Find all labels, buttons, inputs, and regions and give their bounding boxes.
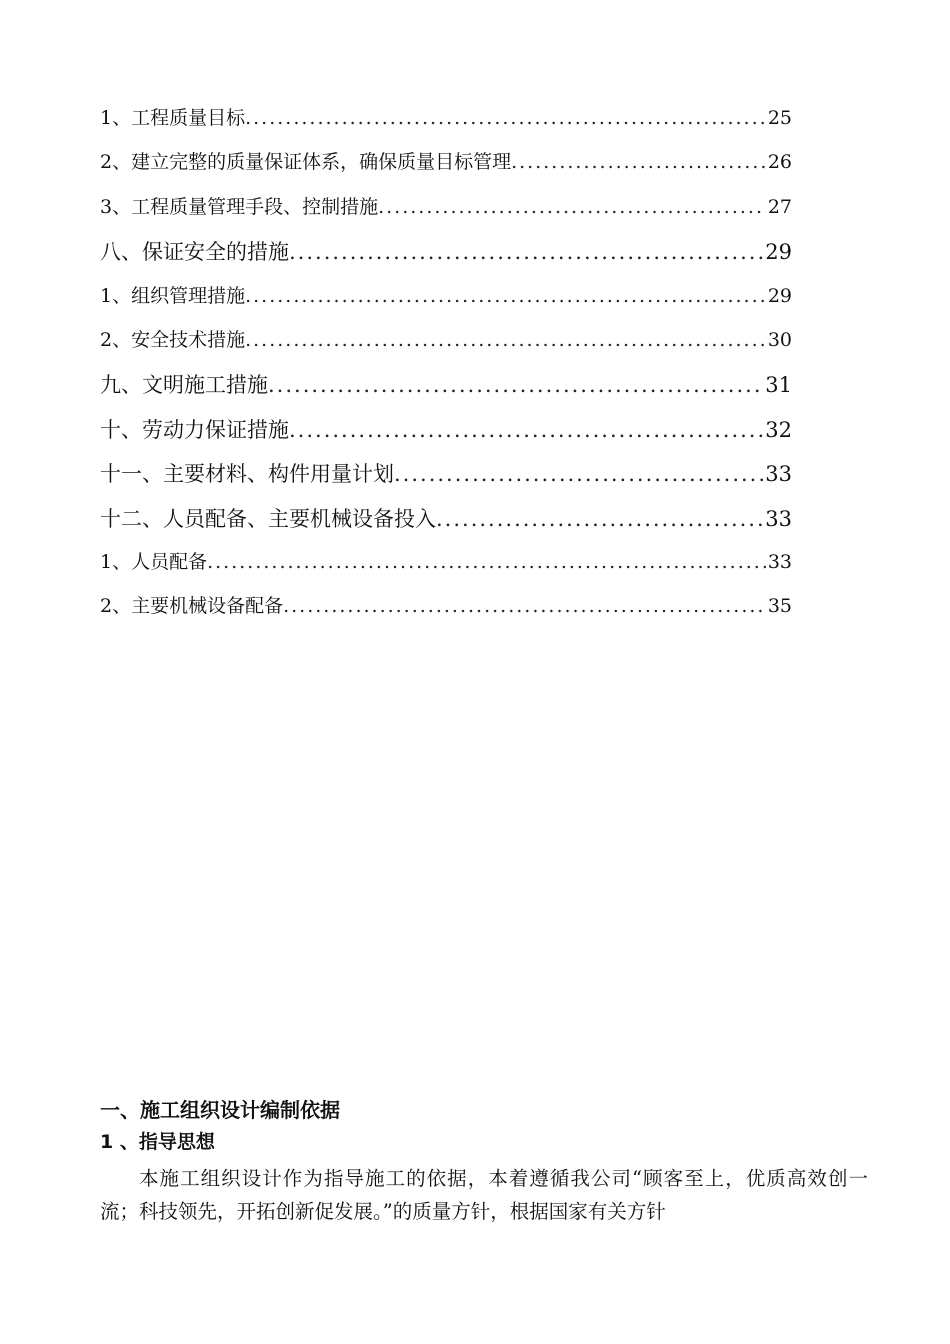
toc-entry[interactable] xyxy=(100,103,792,147)
toc-entry-page: 32 xyxy=(765,417,792,442)
toc-entry-title: 十、劳动力保证措施 xyxy=(100,417,289,442)
toc-entry-title: 2、安全技术措施 xyxy=(100,328,246,351)
toc-entry[interactable] xyxy=(100,591,792,635)
toc-entry-title: 九、文明施工措施 xyxy=(100,373,268,398)
toc-entry-title: 十二、人员配备、主要机械设备投入 xyxy=(100,506,436,531)
toc-entry-title: 1、人员配备 xyxy=(100,550,208,573)
toc-entry-page: 29 xyxy=(767,284,792,307)
toc-entry[interactable] xyxy=(100,458,792,502)
toc-dot-leader xyxy=(289,240,763,264)
toc-entry-title: 3、工程质量管理手段、控制措施 xyxy=(100,195,379,218)
toc-entry-page: 26 xyxy=(767,151,792,174)
toc-entry[interactable] xyxy=(100,147,792,191)
toc-entry[interactable] xyxy=(100,325,792,369)
toc-entry-title: 2、主要机械设备配备 xyxy=(100,595,284,618)
toc-entry[interactable] xyxy=(100,414,792,458)
toc-dot-leader xyxy=(378,196,766,218)
toc-entry-page: 27 xyxy=(767,195,792,218)
toc-dot-leader xyxy=(289,418,763,442)
toc-entry-title: 1、工程质量目标 xyxy=(100,107,246,129)
toc-entry-title: 2、建立完整的质量保证体系，确保质量目标管理 xyxy=(100,151,512,174)
toc-entry[interactable] xyxy=(100,547,792,591)
toc-entry-title: 1、组织管理措施 xyxy=(100,284,246,307)
toc-dot-leader xyxy=(268,373,763,397)
section-heading: 一、施工组织设计编制依据 xyxy=(100,1098,340,1122)
toc-entry-title: 十一、主要材料、构件用量计划 xyxy=(100,462,394,487)
body-paragraph: 本施工组织设计作为指导施工的依据，本着遵循我公司“顾客至上，优质高效创一流；科技领先，开拓创新促发展。”的质量方针，根据国家有关方针 xyxy=(100,1167,868,1223)
toc-entry[interactable] xyxy=(100,281,792,325)
toc-entry[interactable] xyxy=(100,236,792,280)
toc-dot-leader xyxy=(245,107,766,129)
toc-dot-leader xyxy=(436,507,763,531)
subsection-heading: 1 、指导思想 xyxy=(100,1131,215,1153)
toc-entry[interactable] xyxy=(100,503,792,547)
toc-entry-page: 29 xyxy=(765,240,792,265)
toc-dot-leader xyxy=(394,462,763,486)
toc-entry-page: 31 xyxy=(765,373,792,398)
document-body xyxy=(100,1094,868,1228)
toc-dot-leader xyxy=(245,329,766,351)
toc-entry-page: 33 xyxy=(765,506,792,531)
toc-dot-leader xyxy=(283,595,766,617)
toc-entry-title: 八、保证安全的措施 xyxy=(100,240,289,265)
toc-entry-page: 33 xyxy=(767,550,792,573)
toc-entry-page: 35 xyxy=(767,595,792,618)
toc-dot-leader xyxy=(207,551,766,573)
toc-entry[interactable] xyxy=(100,369,792,413)
toc-entry-page: 30 xyxy=(767,328,792,351)
toc-dot-leader xyxy=(511,151,766,173)
toc-entry-page: 25 xyxy=(767,107,792,129)
toc-entry-page: 33 xyxy=(765,462,792,487)
table-of-contents xyxy=(100,103,792,636)
toc-dot-leader xyxy=(245,285,766,307)
toc-entry[interactable] xyxy=(100,192,792,236)
